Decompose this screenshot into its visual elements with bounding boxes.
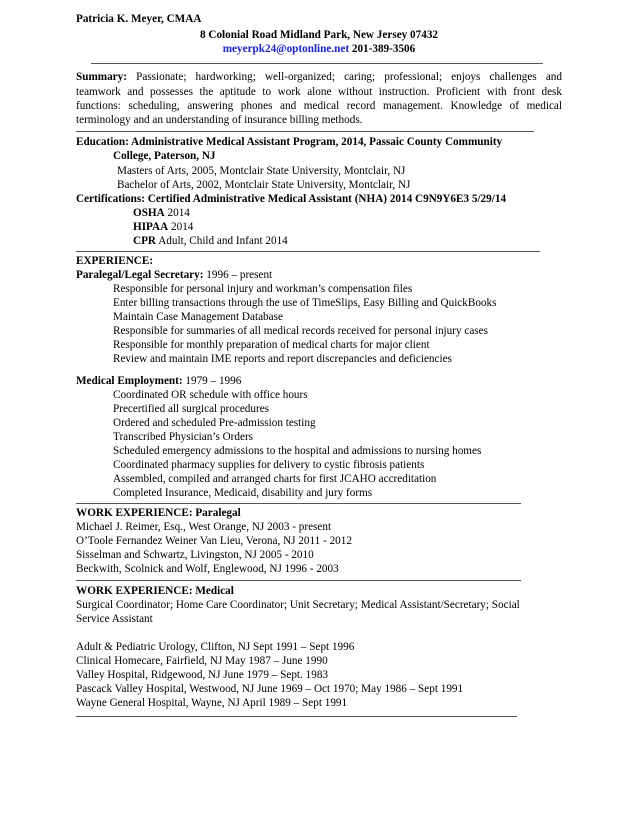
list-item: Scheduled emergency admissions to the hospital and admissions to nursing homes [113,445,482,457]
education-line-1: Education: Administrative Medical Assistant Program, 2014, Passaic County Community [76,136,503,148]
list-item: Precertified all surgical procedures [113,403,270,415]
list-item: Coordinated OR schedule with office hours [113,389,308,401]
certifications-line: Certifications: Certified Administrative Medical Assistant (NHA) 2014 C9N9Y6E3 5/29/14 [76,193,507,205]
experience-heading: EXPERIENCE: [76,255,154,267]
list-item: Coordinated pharmacy supplies for delivery to cystic fibrosis patients [113,459,425,471]
divider [76,251,540,252]
cert-cpr: CPR Adult, Child and Infant 2014 [133,235,288,247]
divider [76,716,517,717]
list-item: Valley Hospital, Ridgewood, NJ June 1979 – Sept. 1983 [76,669,329,681]
list-item: Adult & Pediatric Urology, Clifton, NJ Sept 1991 – Sept 1996 [76,641,355,653]
address-line: 8 Colonial Road Midland Park, New Jersey 07432 [199,29,439,41]
cert-hipaa: HIPAA 2014 [133,221,194,233]
list-item: Responsible for personal injury and workman’s compensation files [113,283,413,295]
cert-osha: OSHA 2014 [133,207,190,219]
list-item: Clinical Homecare, Fairfield, NJ May 1987 – June 1990 [76,655,328,667]
list-item: Responsible for monthly preparation of medical charts for major client [113,339,430,351]
education-line-2: College, Paterson, NJ [113,150,216,162]
list-item: Transcribed Physician’s Orders [113,431,254,443]
work-medical-titles-2: Service Assistant [76,613,153,625]
summary-line-4: terminology and an understanding of insurance billing methods. [76,114,363,126]
list-item: Beckwith, Scolnick and Wolf, Englewood, NJ 1996 - 2003 [76,563,339,575]
email-link[interactable]: meyerpk24@optonline.net [222,43,350,55]
divider [76,131,534,132]
list-item: O’Toole Fernandez Weiner Van Lieu, Verona, NJ 2011 - 2012 [76,535,352,547]
contact-line [0,42,638,56]
summary-line-3: functions: scheduling, answering phones and medical record management. Knowledge of medical [76,100,562,112]
summary-line-1: Summary: Passionate; hardworking; well-organized; caring; professional; enjoys challenges and [76,71,562,83]
list-item: Assembled, compiled and arranged charts for first JCAHO accreditation [113,473,437,485]
list-item: Ordered and scheduled Pre-admission testing [113,417,316,429]
list-item: Review and maintain IME reports and report discrepancies and deficiencies [113,353,452,365]
work-medical-heading: WORK EXPERIENCE: Medical [76,585,234,597]
education-bachelor: Bachelor of Arts, 2002, Montclair State University, Montclair, NJ [117,179,411,191]
list-item: Michael J. Reimer, Esq., West Orange, NJ 2003 - present [76,521,332,533]
work-paralegal-heading: WORK EXPERIENCE: Paralegal [76,507,241,519]
list-item: Pascack Valley Hospital, Westwood, NJ June 1969 – Oct 1970; May 1986 – Sept 1991 [76,683,464,695]
work-medical-titles-1: Surgical Coordinator; Home Care Coordinator; Unit Secretary; Medical Assistant/Secretary; Social [76,599,520,611]
summary-label: Summary: [76,71,127,83]
list-item: Wayne General Hospital, Wayne, NJ April 1989 – Sept 1991 [76,697,348,709]
education-masters: Masters of Arts, 2005, Montclair State University, Montclair, NJ [117,165,406,177]
list-item: Maintain Case Management Database [113,311,283,323]
phone-number: 201-389-3506 [351,43,416,55]
list-item: Responsible for summaries of all medical records received for personal injury cases [113,325,488,337]
list-item: Completed Insurance, Medicaid, disability and jury forms [113,487,373,499]
medical-title: Medical Employment: 1979 – 1996 [76,375,242,387]
list-item: Sisselman and Schwartz, Livingston, NJ 2005 - 2010 [76,549,314,561]
divider [76,503,521,504]
candidate-name: Patricia K. Meyer, CMAA [76,13,202,25]
divider [91,63,543,64]
summary-line-2: teamwork and possesses the aptitude to work alone without instruction. Proficient with front desk [76,86,562,98]
paralegal-title: Paralegal/Legal Secretary: 1996 – present [76,269,273,281]
list-item: Enter billing transactions through the use of TimeSlips, Easy Billing and QuickBooks [113,297,497,309]
divider [76,580,521,581]
